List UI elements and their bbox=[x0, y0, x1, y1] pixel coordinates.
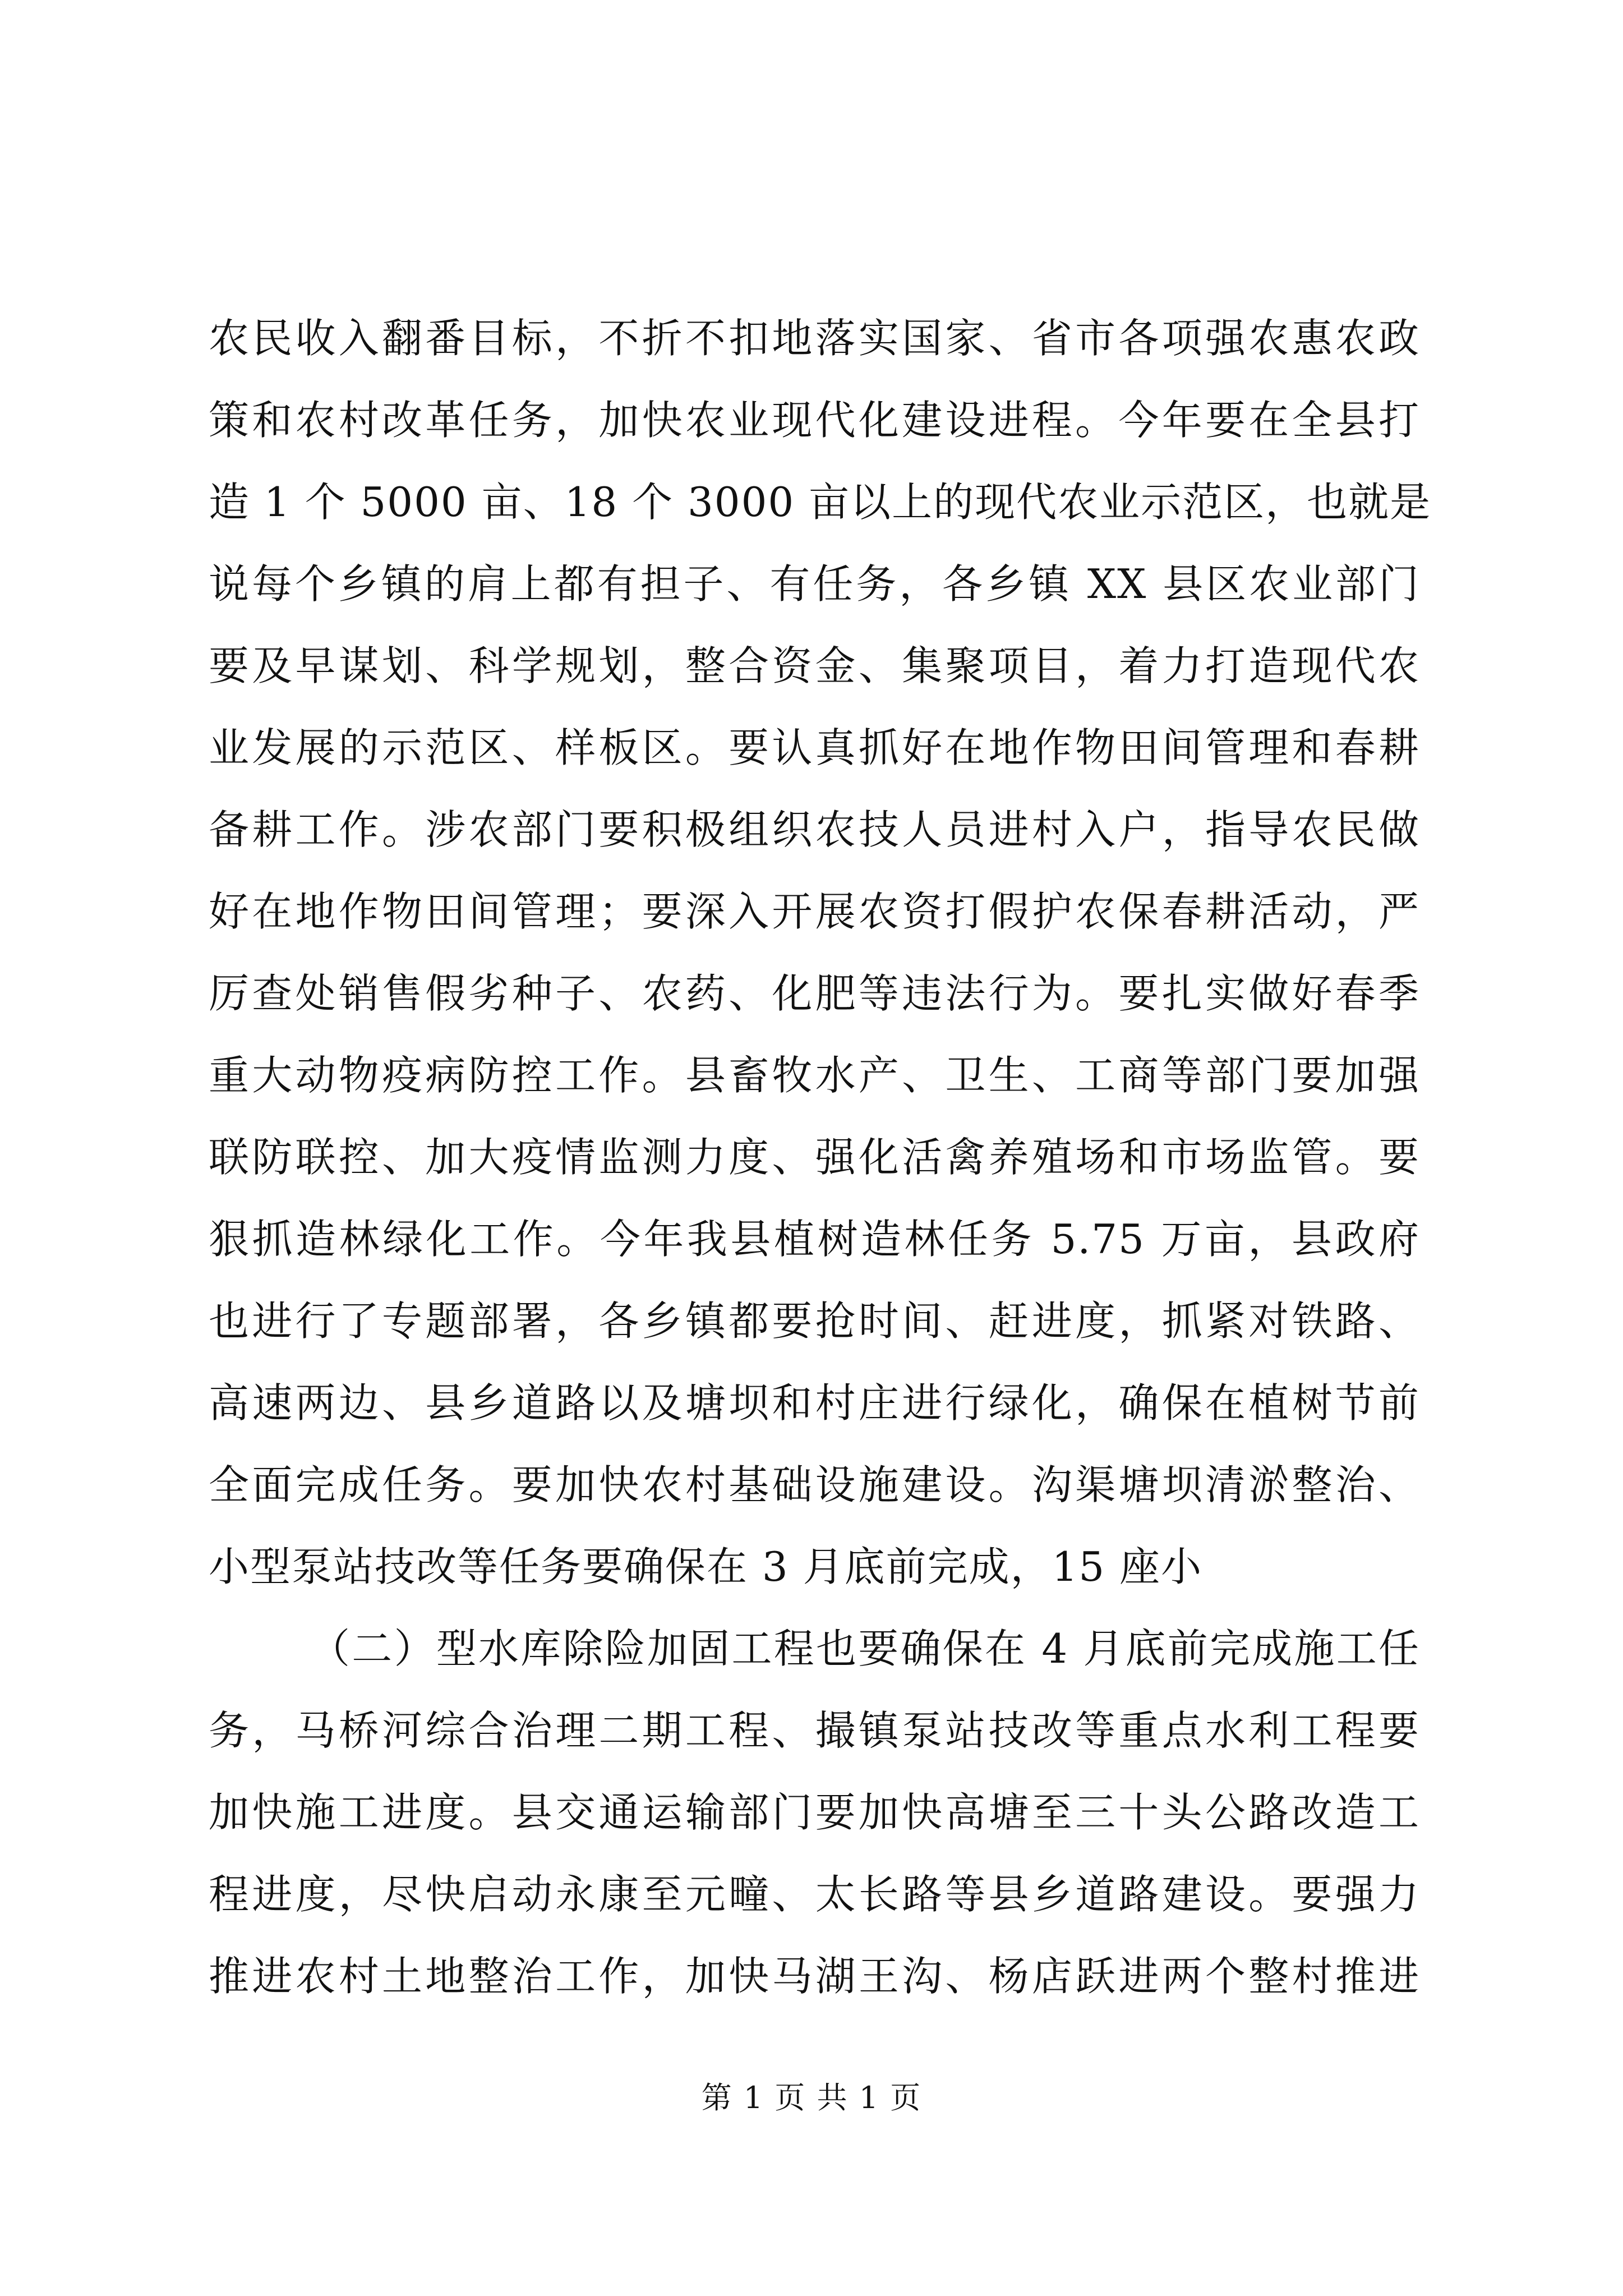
text-line: 重大动物疫病防控工作。县畜牧水产、卫生、工商等部门要加强 bbox=[209, 1052, 1420, 1099]
page-number-footer: 第 1 页 共 1 页 bbox=[701, 2080, 922, 2115]
document-body bbox=[209, 297, 1432, 2017]
text-line: 推进农村土地整治工作，加快马湖王沟、杨店跃进两个整村推进 bbox=[209, 1953, 1420, 2000]
text-line-paragraph-end: 小型泵站技改等任务要确保在 3 月底前完成，15 座小 bbox=[209, 1543, 1203, 1590]
text-line: 备耕工作。涉农部门要积极组织农技人员进村入户，指导农民做 bbox=[209, 806, 1420, 853]
text-line: 联防联控、加大疫情监测力度、强化活禽养殖场和市场监管。要 bbox=[209, 1134, 1420, 1181]
text-line: 程进度，尽快启动永康至元疃、太长路等县乡道路建设。要强力 bbox=[209, 1871, 1420, 1918]
text-line: 也进行了专题部署，各乡镇都要抢时间、赶进度，抓紧对铁路、 bbox=[209, 1297, 1420, 1345]
text-line: 造 1 个 5000 亩、18 个 3000 亩以上的现代农业示范区，也就是 bbox=[209, 478, 1432, 526]
text-line: 农民收入翻番目标，不折不扣地落实国家、省市各项强农惠农政 bbox=[209, 315, 1420, 362]
text-line: 全面完成任务。要加快农村基础设施建设。沟渠塘坝清淤整治、 bbox=[209, 1461, 1420, 1508]
text-line-paragraph-start: （二）型水库除险加固工程也要确保在 4 月底前完成施工任 bbox=[310, 1625, 1420, 1672]
text-line: 厉查处销售假劣种子、农药、化肥等违法行为。要扎实做好春季 bbox=[209, 970, 1420, 1017]
text-line: 务，马桥河综合治理二期工程、撮镇泵站技改等重点水利工程要 bbox=[209, 1707, 1420, 1754]
text-line: 加快施工进度。县交通运输部门要加快高塘至三十头公路改造工 bbox=[209, 1789, 1420, 1836]
text-line: 策和农村改革任务，加快农业现代化建设进程。今年要在全县打 bbox=[209, 397, 1420, 444]
text-line: 要及早谋划、科学规划，整合资金、集聚项目，着力打造现代农 bbox=[209, 642, 1420, 689]
text-line: 狠抓造林绿化工作。今年我县植树造林任务 5.75 万亩，县政府 bbox=[209, 1216, 1420, 1263]
text-line: 好在地作物田间管理；要深入开展农资打假护农保春耕活动，严 bbox=[209, 888, 1420, 935]
text-line: 说每个乡镇的肩上都有担子、有任务，各乡镇 XX 县区农业部门 bbox=[209, 560, 1420, 608]
text-line: 业发展的示范区、样板区。要认真抓好在地作物田间管理和春耕 bbox=[209, 724, 1420, 771]
text-line: 高速两边、县乡道路以及塘坝和村庄进行绿化，确保在植树节前 bbox=[209, 1379, 1420, 1427]
